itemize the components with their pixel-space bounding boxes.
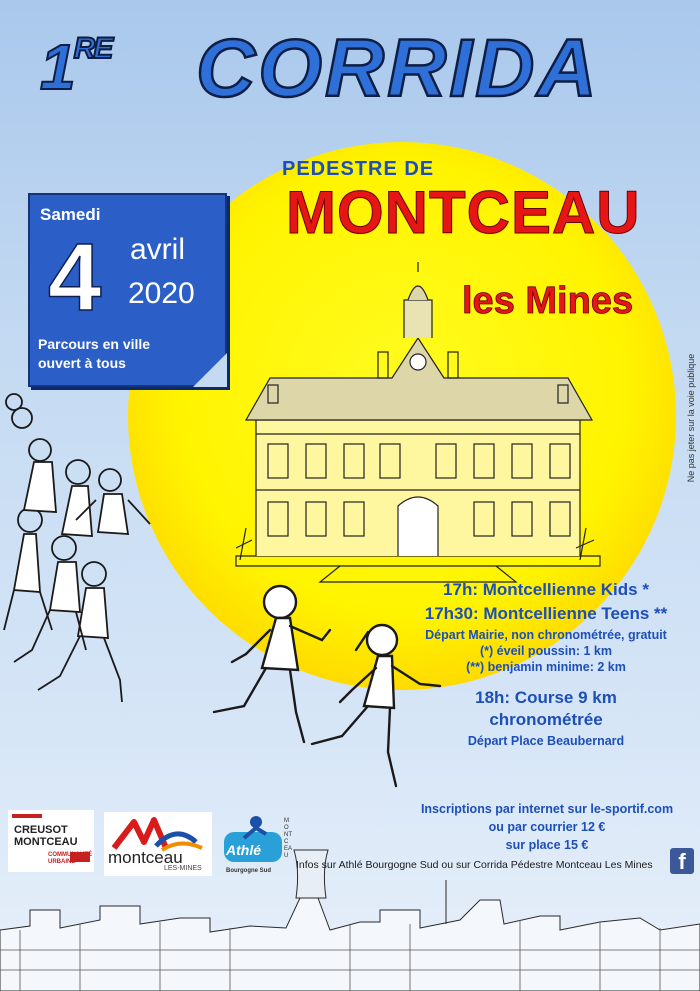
race-course-subtitle: chronométrée (489, 710, 603, 729)
subtitle-city: MONTCEAU (286, 179, 641, 246)
race-teens-note: Départ Mairie, non chronométrée, gratuit (425, 628, 667, 642)
inscriptions-onsite: sur place 15 € (505, 838, 589, 852)
date-month: avril (130, 233, 186, 266)
race-schedule (396, 580, 696, 748)
infos-text: Infos sur Athlé Bourgogne Sud ou sur Corrida Pédestre Montceau Les Mines (296, 859, 653, 871)
crowd-of-runners-illustration (4, 394, 150, 702)
race-course-title: 18h: Course 9 km (475, 688, 617, 707)
date-number: 4 (48, 224, 102, 331)
date-note: Parcours en ville ouvert à tous (38, 336, 151, 371)
title-ordinal (40, 30, 111, 104)
inscriptions (398, 800, 696, 854)
date-year: 2020 (128, 277, 195, 310)
race-teens: 17h30: Montcellienne Teens ** (424, 604, 668, 623)
logo-creusot-text (14, 824, 78, 848)
facebook-icon[interactable]: f (670, 848, 694, 874)
page-curl (193, 353, 227, 387)
logo-montceau-name: montceau (108, 848, 183, 867)
inscriptions-mail: ou par courrier 12 € (488, 820, 606, 834)
logo-creusot-sub: COMMUNAUTÉ URBAINE (48, 852, 92, 865)
date-box (28, 193, 227, 387)
title-suffix: RE (73, 32, 112, 65)
logo-creusot-montceau (8, 810, 94, 872)
logo-athle-name: Athlé (226, 842, 261, 858)
date-day: Samedi (40, 205, 101, 224)
athle-logo-mark (222, 812, 284, 868)
logo-montceau-sub: LES-MINES (164, 865, 202, 872)
subtitle-city-suffix: les Mines (462, 280, 634, 322)
logo-athle-vertical: MONTCEAU (284, 818, 293, 859)
side-note-text: Ne pas jeter sur la voie publique (686, 353, 696, 483)
logo-montceau (104, 812, 212, 876)
logo-athle (222, 812, 293, 878)
subtitle-pedestre: PEDESTRE DE (282, 158, 435, 180)
logo-creusot-line1: CREUSOT (14, 824, 68, 836)
side-note (684, 348, 698, 488)
race-footnote-2: (**) benjamin minime: 2 km (466, 660, 626, 674)
logo-creusot-line2: MONTCEAU (14, 836, 78, 848)
race-footnote-1: (*) éveil poussin: 1 km (480, 644, 612, 658)
logo-athle-sub: Bourgogne Sud (226, 868, 271, 874)
title-number: 1 (40, 31, 74, 103)
race-course-depart: Départ Place Beaubernard (467, 734, 625, 748)
inscriptions-online: Inscriptions par internet sur le-sportif.com (420, 802, 674, 816)
title-corrida: CORRIDA (196, 23, 600, 114)
race-kids: 17h: Montcellienne Kids * (443, 580, 649, 599)
